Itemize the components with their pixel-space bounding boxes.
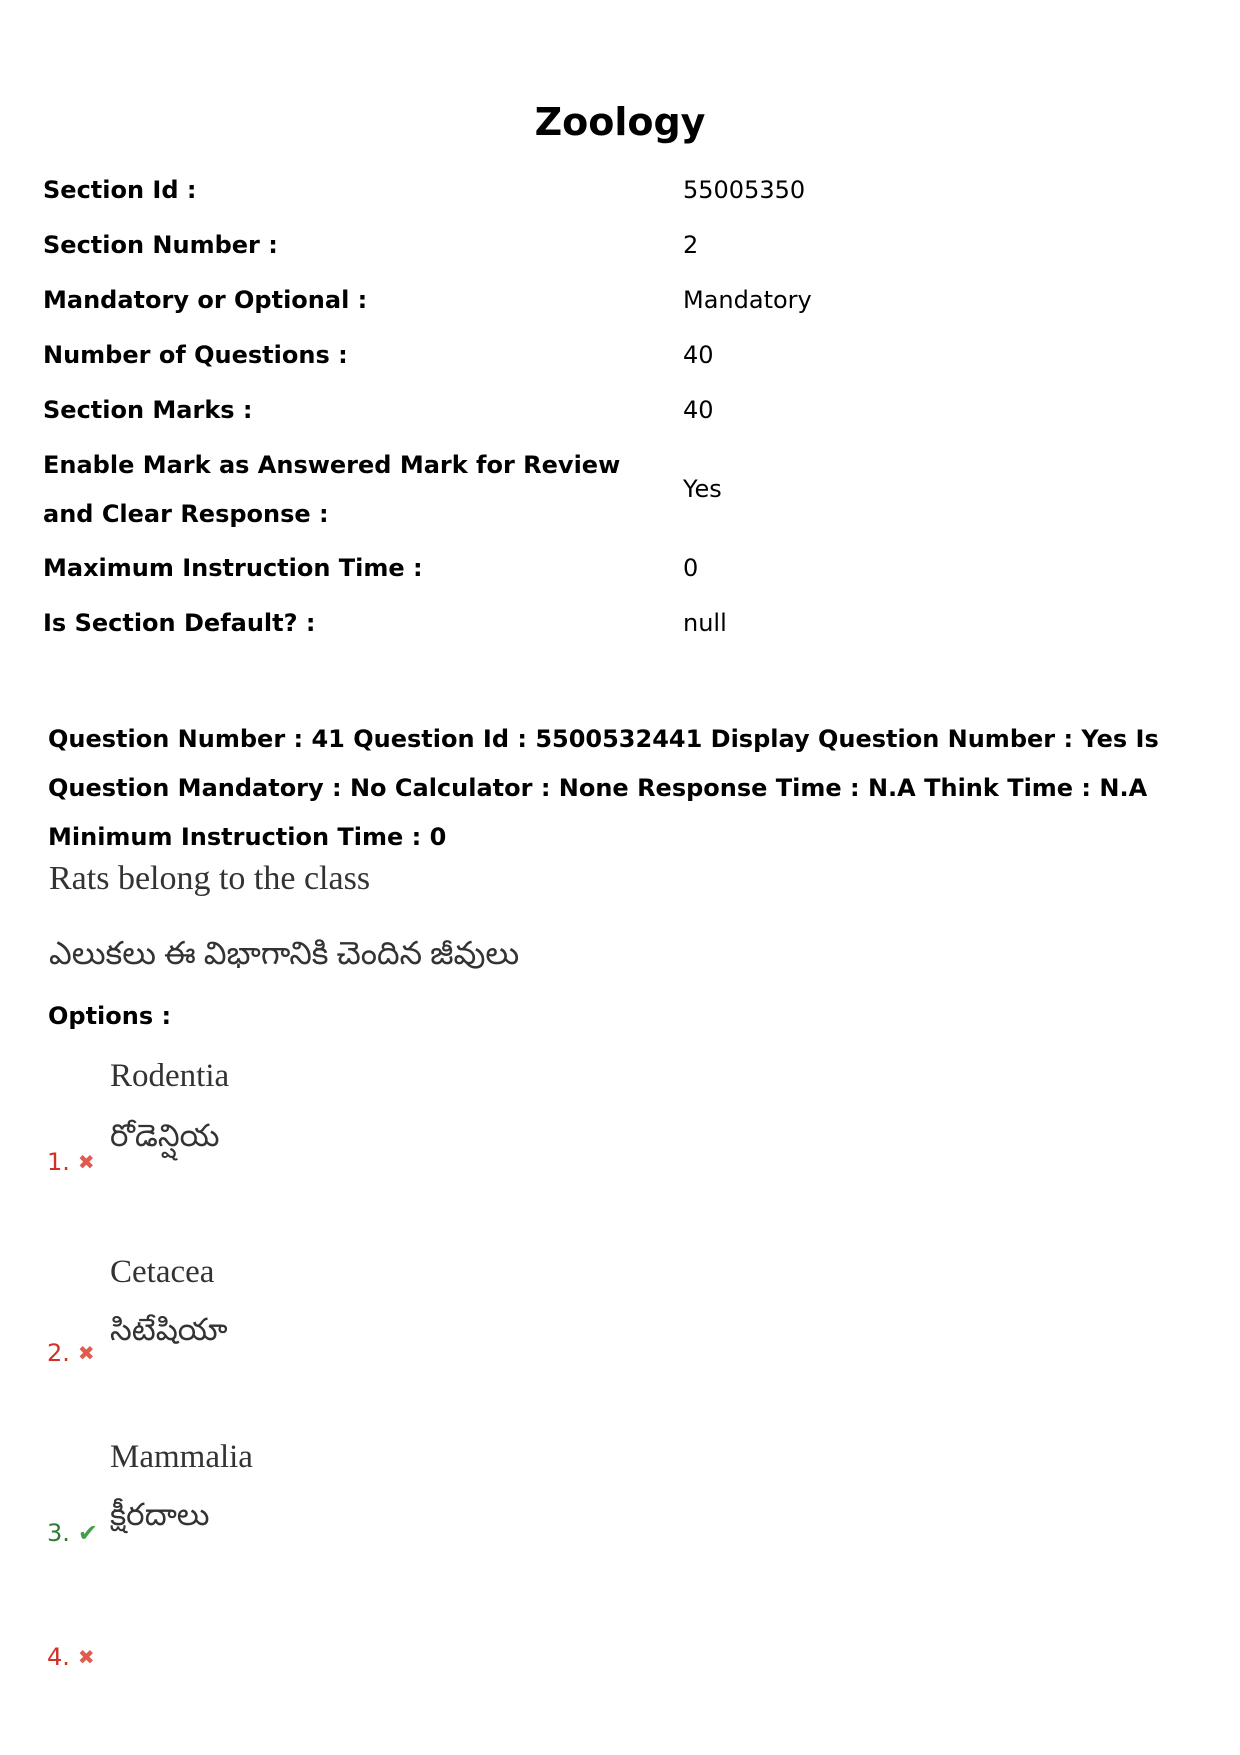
check-icon: ✔ (77, 1519, 99, 1547)
options-label: Options : (48, 1002, 172, 1030)
option-1-text-english: Rodentia (110, 1058, 230, 1094)
page-title: Zoology (534, 100, 706, 144)
meta-value: Yes (683, 475, 722, 503)
option-2-marker (47, 1339, 95, 1367)
question-text-english: Rats belong to the class (49, 860, 371, 897)
option-number: 2. (47, 1339, 70, 1367)
meta-value: Mandatory (683, 286, 812, 314)
option-number: 4. (47, 1643, 70, 1671)
meta-label: Section Number : (43, 231, 278, 259)
meta-label: Enable Mark as Answered Mark for Review and Clear Response : (43, 451, 621, 528)
meta-label: Maximum Instruction Time : (43, 554, 423, 582)
option-3-marker (47, 1519, 98, 1547)
question-text-telugu: ఎలుకలు ఈ విభాగానికి చెందిన జీవులు (49, 935, 520, 971)
cross-icon: ✖ (77, 1341, 95, 1365)
meta-value: 0 (683, 554, 699, 582)
meta-label: Section Id : (43, 176, 197, 204)
option-1-text-telugu: రోడెన్షియ (110, 1118, 220, 1153)
meta-label: Is Section Default? : (43, 609, 316, 637)
option-number: 3. (47, 1519, 70, 1547)
meta-value: null (683, 609, 727, 637)
option-2-text-english: Cetacea (110, 1254, 215, 1290)
option-1-marker (47, 1148, 95, 1176)
meta-value: 2 (683, 231, 699, 259)
cross-icon: ✖ (77, 1645, 95, 1669)
cross-icon: ✖ (77, 1150, 95, 1174)
option-3-text-telugu: క్షీరదాలు (110, 1497, 210, 1532)
option-2-text-telugu: సిటేషియా (110, 1312, 228, 1347)
question-info: Question Number : 41 Question Id : 5500532441 Display Question Number : Yes Is Question Mandatory : No Calculator : None Response Time : N.A Think Time : N.A Minimum Instruction Time : 0 (48, 725, 1159, 851)
option-4-marker (47, 1643, 95, 1671)
option-number: 1. (47, 1148, 70, 1176)
option-3-text-english: Mammalia (110, 1439, 253, 1475)
meta-value: 40 (683, 341, 714, 369)
meta-value: 55005350 (683, 176, 806, 204)
meta-label: Number of Questions : (43, 341, 348, 369)
meta-label: Section Marks : (43, 396, 253, 424)
meta-label: Mandatory or Optional : (43, 286, 368, 314)
meta-value: 40 (683, 396, 714, 424)
